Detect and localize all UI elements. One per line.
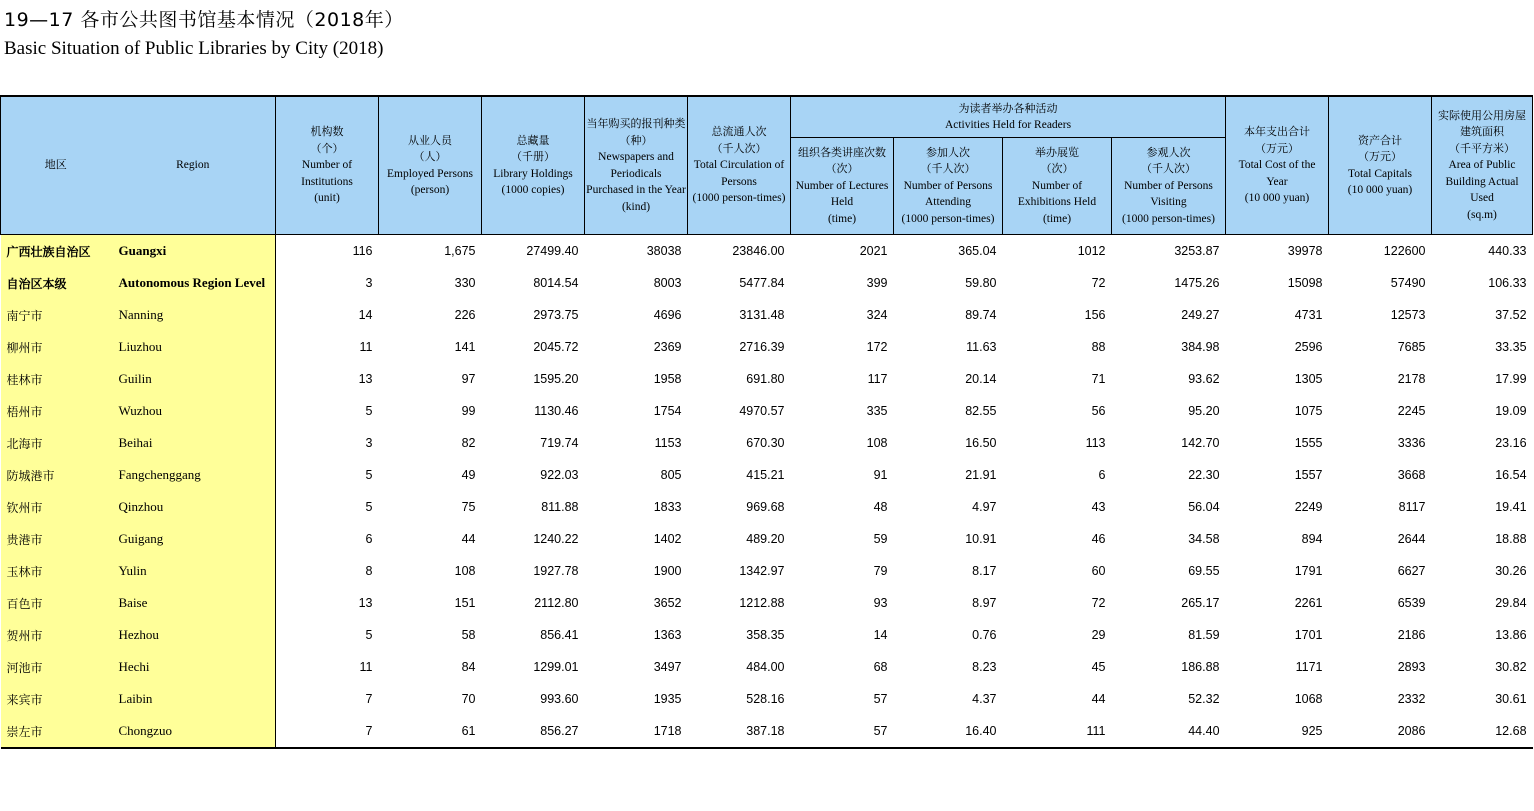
- table-cell: 3652: [653, 596, 682, 610]
- header-institutions: 机构数 （个） Number of Institutions (unit): [276, 96, 379, 235]
- table-cell: 365.04: [958, 244, 997, 258]
- region-name-cn: 广西壮族自治区: [1, 235, 111, 268]
- region-name-en: Hezhou: [111, 619, 276, 651]
- table-row: [1, 427, 1533, 459]
- table-cell: 43: [1091, 500, 1106, 514]
- table-cell: 4731: [1294, 308, 1323, 322]
- table-cell: 186.88: [1181, 660, 1220, 674]
- region-name-cn: 崇左市: [1, 715, 111, 748]
- table-row: [1, 587, 1533, 619]
- table-row: [1, 715, 1533, 748]
- table-cell: 95.20: [1188, 404, 1220, 418]
- table-row: [1, 555, 1533, 587]
- table-cell: 1,675: [444, 244, 476, 258]
- table-row: [1, 363, 1533, 395]
- table-row: [1, 651, 1533, 683]
- table-cell: 84: [461, 660, 476, 674]
- table-cell: 30.26: [1495, 564, 1527, 578]
- table-cell: 19.09: [1495, 404, 1527, 418]
- table-cell: 106.33: [1488, 276, 1527, 290]
- table-cell: 99: [461, 404, 476, 418]
- table-row: [1, 267, 1533, 299]
- table-cell: 69.55: [1188, 564, 1220, 578]
- table-body: [1, 235, 1533, 749]
- table-cell: 2973.75: [533, 308, 579, 322]
- table-cell: 1935: [653, 692, 682, 706]
- table-cell: 856.27: [482, 715, 585, 748]
- header-attending: 参加人次 （千人次） Number of Persons Attending (1000 person-times): [894, 138, 1003, 235]
- table-cell: 2245: [1397, 404, 1426, 418]
- table-cell: 922.03: [540, 468, 579, 482]
- table-cell: 2332: [1397, 692, 1426, 706]
- table-cell: 1754: [653, 404, 682, 418]
- header-region-cn: 地区: [1, 96, 111, 235]
- table-cell: 993.60: [540, 692, 579, 706]
- table-cell: 16.54: [1495, 468, 1527, 482]
- table-cell: 15098: [1287, 276, 1323, 290]
- table-cell: 8.23: [972, 660, 997, 674]
- table-cell: 59.80: [965, 276, 997, 290]
- table-cell: 3253.87: [1174, 244, 1220, 258]
- table-cell: 68: [873, 660, 888, 674]
- table-cell: 14: [873, 628, 888, 642]
- region-name-en: Baise: [111, 587, 276, 619]
- table-cell: 93.62: [1188, 372, 1220, 386]
- table-row: [1, 523, 1533, 555]
- table-cell: 14: [358, 308, 373, 322]
- table-cell: 23846.00: [732, 244, 785, 258]
- table-cell: 358.35: [746, 628, 785, 642]
- table-cell: 111: [1003, 715, 1112, 748]
- table-cell: 34.58: [1188, 532, 1220, 546]
- table-cell: 528.16: [746, 692, 785, 706]
- region-name-en: Qinzhou: [111, 491, 276, 523]
- header-circulation: 总流通人次 （千人次） Total Circulation of Persons (1000 person-times): [688, 96, 791, 235]
- table-cell: 1305: [1294, 372, 1323, 386]
- table-cell: 7685: [1397, 340, 1426, 354]
- table-cell: 44: [1091, 692, 1106, 706]
- table-cell: 1130.46: [534, 404, 579, 418]
- region-name-en: Yulin: [111, 555, 276, 587]
- table-cell: 8.97: [972, 596, 997, 610]
- header-activities: 为读者举办各种活动 Activities Held for Readers: [791, 96, 1226, 138]
- table-cell: 89.74: [965, 308, 997, 322]
- table-cell: 12.68: [1432, 715, 1533, 748]
- table-cell: 2893: [1397, 660, 1426, 674]
- table-cell: 172: [866, 340, 888, 354]
- table-cell: 37.52: [1495, 308, 1527, 322]
- page-title-cn: 19—17 各市公共图书馆基本情况（2018年）: [4, 9, 404, 31]
- table-cell: 1363: [653, 628, 682, 642]
- region-name-cn: 玉林市: [1, 555, 111, 587]
- region-name-en: Guangxi: [111, 235, 276, 268]
- table-cell: 44: [461, 532, 476, 546]
- table-cell: 16.40: [894, 715, 1003, 748]
- table-cell: 93: [873, 596, 888, 610]
- table-cell: 122600: [1383, 244, 1426, 258]
- table-cell: 8003: [653, 276, 682, 290]
- table-cell: 8117: [1398, 500, 1426, 514]
- table-cell: 1299.01: [533, 660, 579, 674]
- region-name-cn: 钦州市: [1, 491, 111, 523]
- region-name-cn: 来宾市: [1, 683, 111, 715]
- table-cell: 1833: [653, 500, 682, 514]
- table-cell: 2186: [1397, 628, 1426, 642]
- table-row: [1, 235, 1533, 268]
- table-cell: 57490: [1390, 276, 1426, 290]
- table-cell: 1212.88: [739, 596, 785, 610]
- region-name-en: Liuzhou: [111, 331, 276, 363]
- table-cell: 856.41: [540, 628, 579, 642]
- table-cell: 1240.22: [533, 532, 579, 546]
- table-cell: 17.99: [1495, 372, 1527, 386]
- table-cell: 29.84: [1495, 596, 1527, 610]
- table-cell: 58: [461, 628, 476, 642]
- table-cell: 399: [866, 276, 888, 290]
- table-cell: 113: [1085, 436, 1106, 450]
- table-cell: 46: [1091, 532, 1106, 546]
- table-cell: 670.30: [746, 436, 785, 450]
- table-cell: 2261: [1294, 596, 1323, 610]
- table-cell: 56.04: [1188, 500, 1220, 514]
- table-cell: 72: [1091, 276, 1106, 290]
- region-name-en: Wuzhou: [111, 395, 276, 427]
- table-cell: 82.55: [965, 404, 997, 418]
- table-cell: 2045.72: [533, 340, 579, 354]
- table-cell: 108: [454, 564, 476, 578]
- region-name-en: Autonomous Region Level: [111, 267, 276, 299]
- table-cell: 1171: [1295, 660, 1323, 674]
- table-cell: 12573: [1390, 308, 1426, 322]
- table-cell: 8.17: [972, 564, 997, 578]
- table-row: [1, 491, 1533, 523]
- table-cell: 27499.40: [526, 244, 579, 258]
- table-cell: 1555: [1294, 436, 1323, 450]
- table-cell: 60: [1091, 564, 1106, 578]
- region-name-cn: 贵港市: [1, 523, 111, 555]
- region-name-cn: 河池市: [1, 651, 111, 683]
- table-cell: 21.91: [965, 468, 997, 482]
- table-cell: 16.50: [965, 436, 997, 450]
- table-cell: 6627: [1397, 564, 1426, 578]
- header-area: 实际使用公用房屋建筑面积 （千平方米） Area of Public Building Actual Used (sq.m): [1432, 96, 1533, 235]
- table-cell: 23.16: [1495, 436, 1527, 450]
- table-cell: 324: [866, 308, 888, 322]
- table-cell: 5: [365, 404, 373, 418]
- table-cell: 5477.84: [739, 276, 785, 290]
- table-cell: 415.21: [746, 468, 785, 482]
- table-cell: 3131.48: [739, 308, 785, 322]
- region-name-cn: 北海市: [1, 427, 111, 459]
- table-cell: 57: [791, 715, 894, 748]
- table-cell: 19.41: [1495, 500, 1527, 514]
- table-cell: 56: [1091, 404, 1106, 418]
- table-row: [1, 331, 1533, 363]
- table-cell: 440.33: [1488, 244, 1527, 258]
- region-name-en: Chongzuo: [111, 715, 276, 748]
- table-cell: 894: [1301, 532, 1323, 546]
- table-cell: 29: [1091, 628, 1106, 642]
- table-cell: 4696: [653, 308, 682, 322]
- table-cell: 48: [873, 500, 888, 514]
- table-cell: 6539: [1397, 596, 1426, 610]
- table-cell: 142.70: [1181, 436, 1220, 450]
- table-cell: 330: [454, 276, 476, 290]
- table-row: [1, 395, 1533, 427]
- table-cell: 156: [1084, 308, 1106, 322]
- region-name-en: Hechi: [111, 651, 276, 683]
- table-cell: 2596: [1294, 340, 1323, 354]
- table-cell: 4.37: [972, 692, 997, 706]
- region-name-cn: 防城港市: [1, 459, 111, 491]
- table-cell: 1068: [1294, 692, 1323, 706]
- table-cell: 925: [1226, 715, 1329, 748]
- header-region-en: Region: [111, 96, 276, 235]
- table-cell: 1927.78: [533, 564, 579, 578]
- region-name-cn: 百色市: [1, 587, 111, 619]
- region-name-en: Nanning: [111, 299, 276, 331]
- table-cell: 8014.54: [533, 276, 579, 290]
- table-cell: 70: [461, 692, 476, 706]
- table-cell: 22.30: [1188, 468, 1220, 482]
- table-cell: 1402: [653, 532, 682, 546]
- region-name-en: Beihai: [111, 427, 276, 459]
- table-cell: 57: [873, 692, 888, 706]
- table-cell: 11: [359, 340, 373, 354]
- region-name-cn: 贺州市: [1, 619, 111, 651]
- table-cell: 72: [1091, 596, 1106, 610]
- table-cell: 13: [358, 596, 373, 610]
- table-cell: 33.35: [1495, 340, 1527, 354]
- header-employed: 从业人员 （人） Employed Persons (person): [379, 96, 482, 235]
- region-name-en: Guilin: [111, 363, 276, 395]
- header-holdings: 总藏量 （千册） Library Holdings (1000 copies): [482, 96, 585, 235]
- table-cell: 79: [873, 564, 888, 578]
- table-cell: 7: [276, 715, 379, 748]
- table-cell: 6: [365, 532, 373, 546]
- header-exhibitions: 举办展览 （次） Number of Exhibitions Held (time): [1003, 138, 1112, 235]
- table-cell: 45: [1091, 660, 1106, 674]
- table-cell: 5: [365, 468, 373, 482]
- region-name-cn: 桂林市: [1, 363, 111, 395]
- table-cell: 4970.57: [739, 404, 785, 418]
- table-cell: 116: [352, 244, 373, 258]
- table-cell: 1153: [654, 436, 682, 450]
- region-name-en: Fangchenggang: [111, 459, 276, 491]
- table-cell: 249.27: [1181, 308, 1220, 322]
- table-row: [1, 459, 1533, 491]
- table-cell: 484.00: [746, 660, 785, 674]
- table-cell: 30.61: [1495, 692, 1527, 706]
- table-cell: 117: [867, 372, 888, 386]
- table-cell: 811.88: [541, 500, 579, 514]
- table-cell: 2249: [1294, 500, 1323, 514]
- region-name-cn: 自治区本级: [1, 267, 111, 299]
- table-cell: 5: [365, 628, 373, 642]
- table-cell: 52.32: [1188, 692, 1220, 706]
- table-cell: 5: [365, 500, 373, 514]
- table-cell: 2112.80: [534, 596, 579, 610]
- table-cell: 2021: [859, 244, 888, 258]
- table-cell: 3668: [1397, 468, 1426, 482]
- table-cell: 1701: [1294, 628, 1323, 642]
- table-cell: 3336: [1397, 436, 1426, 450]
- region-name-cn: 南宁市: [1, 299, 111, 331]
- table-cell: 13: [358, 372, 373, 386]
- table-cell: 1342.97: [739, 564, 785, 578]
- table-cell: 3: [365, 276, 373, 290]
- table-cell: 13.86: [1495, 628, 1527, 642]
- header-lectures: 组织各类讲座次数 （次） Number of Lectures Held (time): [791, 138, 894, 235]
- table-cell: 81.59: [1188, 628, 1220, 642]
- table-cell: 805: [660, 468, 682, 482]
- table-cell: 10.91: [965, 532, 997, 546]
- table-cell: 82: [461, 436, 476, 450]
- libraries-table: [0, 95, 1533, 749]
- table-cell: 387.18: [688, 715, 791, 748]
- table-cell: 141: [454, 340, 476, 354]
- table-cell: 691.80: [746, 372, 785, 386]
- table-cell: 2716.39: [739, 340, 785, 354]
- table-cell: 335: [866, 404, 888, 418]
- table-cell: 3497: [653, 660, 682, 674]
- table-cell: 38038: [646, 244, 682, 258]
- page-title-en: Basic Situation of Public Libraries by City (2018): [4, 38, 384, 59]
- table-cell: 8: [365, 564, 373, 578]
- table-row: [1, 619, 1533, 651]
- table-cell: 2086: [1329, 715, 1432, 748]
- header-capitals: 资产合计 （万元） Total Capitals (10 000 yuan): [1329, 96, 1432, 235]
- table-cell: 489.20: [746, 532, 785, 546]
- table-cell: 71: [1091, 372, 1106, 386]
- table-cell: 1075: [1294, 404, 1323, 418]
- header-periodicals: 当年购买的报刊种类 （种） Newspapers and Periodicals Purchased in the Year (kind): [585, 96, 688, 235]
- table-cell: 61: [379, 715, 482, 748]
- table-cell: 44.40: [1112, 715, 1226, 748]
- table-cell: 2178: [1397, 372, 1426, 386]
- table-cell: 88: [1091, 340, 1106, 354]
- table-cell: 1958: [653, 372, 682, 386]
- table-cell: 226: [454, 308, 476, 322]
- table-cell: 1791: [1294, 564, 1323, 578]
- table-cell: 3: [365, 436, 373, 450]
- table-cell: 1557: [1294, 468, 1323, 482]
- table-cell: 1012: [1077, 244, 1106, 258]
- table-cell: 75: [461, 500, 476, 514]
- region-name-en: Laibin: [111, 683, 276, 715]
- table-cell: 384.98: [1181, 340, 1220, 354]
- header-cost: 本年支出合计 （万元） Total Cost of the Year (10 000 yuan): [1226, 96, 1329, 235]
- table-cell: 4.97: [972, 500, 997, 514]
- table-cell: 6: [1098, 468, 1106, 482]
- table-cell: 0.76: [972, 628, 997, 642]
- table-cell: 2644: [1397, 532, 1426, 546]
- table-cell: 97: [461, 372, 476, 386]
- table-cell: 1475.26: [1174, 276, 1220, 290]
- table-cell: 59: [873, 532, 888, 546]
- region-name-en: Guigang: [111, 523, 276, 555]
- table-cell: 151: [454, 596, 476, 610]
- table-cell: 719.74: [540, 436, 579, 450]
- table-cell: 20.14: [965, 372, 997, 386]
- table-cell: 969.68: [746, 500, 785, 514]
- table-cell: 2369: [653, 340, 682, 354]
- table-cell: 49: [461, 468, 476, 482]
- table-row: [1, 299, 1533, 331]
- table-cell: 18.88: [1495, 532, 1527, 546]
- table-cell: 7: [365, 692, 373, 706]
- table-cell: 11.63: [966, 340, 997, 354]
- table-cell: 1718: [585, 715, 688, 748]
- header-visiting: 参观人次 （千人次） Number of Persons Visiting (1000 person-times): [1112, 138, 1226, 235]
- table-cell: 11: [359, 660, 373, 674]
- table-cell: 1595.20: [533, 372, 579, 386]
- region-name-cn: 梧州市: [1, 395, 111, 427]
- table-cell: 108: [866, 436, 888, 450]
- region-name-cn: 柳州市: [1, 331, 111, 363]
- table-cell: 1900: [653, 564, 682, 578]
- table-cell: 265.17: [1181, 596, 1220, 610]
- table-cell: 91: [873, 468, 888, 482]
- table-cell: 39978: [1287, 244, 1323, 258]
- table-row: [1, 683, 1533, 715]
- table-cell: 30.82: [1495, 660, 1527, 674]
